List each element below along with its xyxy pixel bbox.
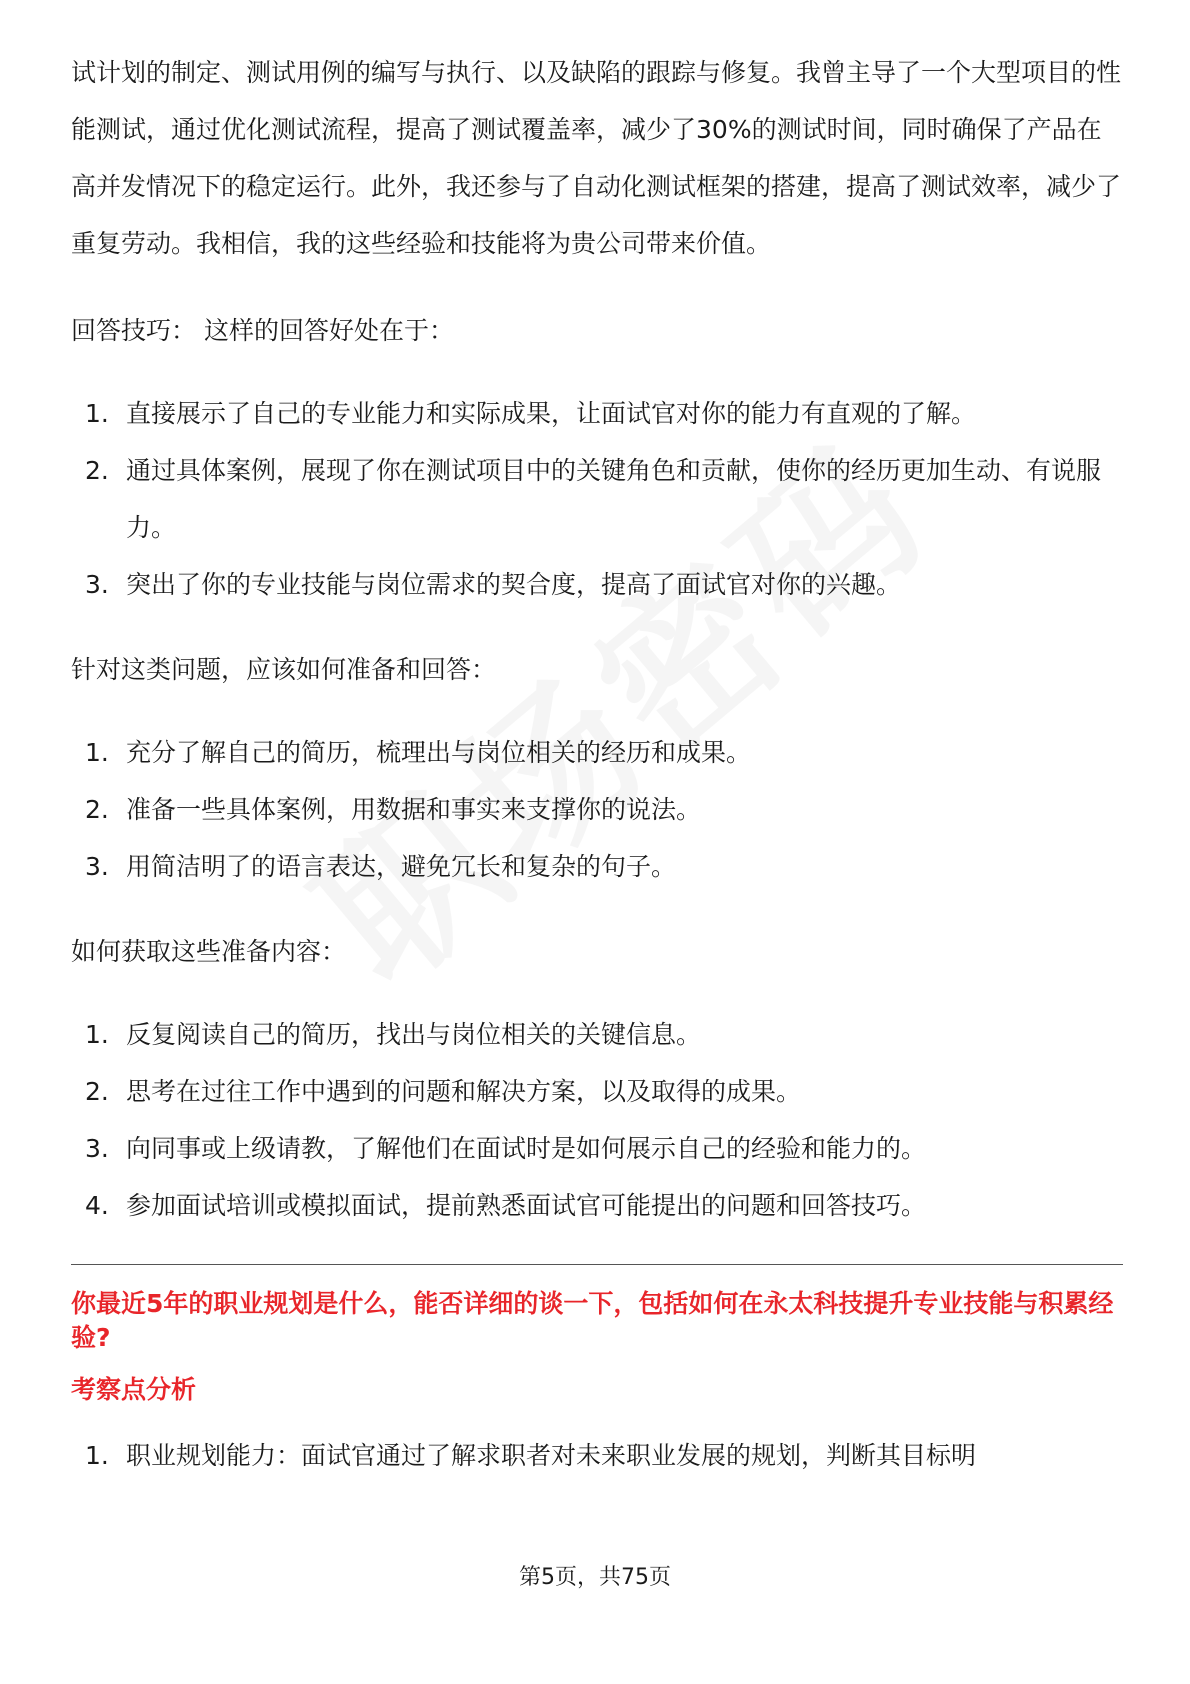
intro-paragraph: 试计划的制定、测试用例的编写与执行、以及缺陷的跟踪与修复。我曾主导了一个大型项目的性能测试，通过优化测试流程，提高了测试覆盖率，减少了30%的测试时间，同时确保了产品在高并发情况下的稳定运行。此外，我还参与了自动化测试框架的搭建，提高了测试效率，减少了重复劳动。我相信，我的这些经验和技能将为贵公司带来价值。	[71, 58, 1122, 258]
section-divider	[71, 1264, 1123, 1265]
analysis-heading: 考察点分析	[71, 1375, 197, 1404]
list-item: 2. 准备一些具体案例，用数据和事实来支撑你的说法。	[85, 795, 702, 824]
list-item: 1. 直接展示了自己的专业能力和实际成果，让面试官对你的能力有直观的了解。	[85, 399, 977, 428]
obtain-list	[71, 1006, 1123, 1234]
list-item: 3. 突出了你的专业技能与岗位需求的契合度，提高了面试官对你的兴趣。	[85, 570, 902, 599]
tips-label: 回答技巧： 这样的回答好处在于：	[71, 316, 454, 345]
list-item: 1. 反复阅读自己的简历，找出与岗位相关的关键信息。	[85, 1020, 702, 1049]
tips-list	[71, 385, 1123, 613]
list-item: 1. 职业规划能力：面试官通过了解求职者对未来职业发展的规划，判断其目标明	[85, 1441, 977, 1470]
page-footer: 第5页，共75页	[519, 1565, 671, 1590]
list-item: 4. 参加面试培训或模拟面试，提前熟悉面试官可能提出的问题和回答技巧。	[85, 1191, 927, 1220]
list-item: 3. 用简洁明了的语言表达，避免冗长和复杂的句子。	[85, 852, 677, 881]
list-item: 2. 思考在过往工作中遇到的问题和解决方案，以及取得的成果。	[85, 1077, 802, 1106]
content	[71, 44, 1123, 1484]
list-item: 3. 向同事或上级请教，了解他们在面试时是如何展示自己的经验和能力的。	[85, 1134, 927, 1163]
list-item: 1. 充分了解自己的简历，梳理出与岗位相关的经历和成果。	[85, 738, 752, 767]
obtain-label: 如何获取这些准备内容：	[71, 937, 347, 966]
question-heading: 你最近5年的职业规划是什么，能否详细的谈一下，包括如何在永太科技提升专业技能与积累经验?	[71, 1289, 1114, 1352]
prepare-list	[71, 724, 1123, 895]
list-item: 2. 通过具体案例，展现了你在测试项目中的关键角色和贡献，使你的经历更加生动、有说服力。	[85, 456, 1102, 542]
analysis-list	[71, 1427, 1123, 1484]
prepare-label: 针对这类问题，应该如何准备和回答：	[71, 655, 497, 684]
